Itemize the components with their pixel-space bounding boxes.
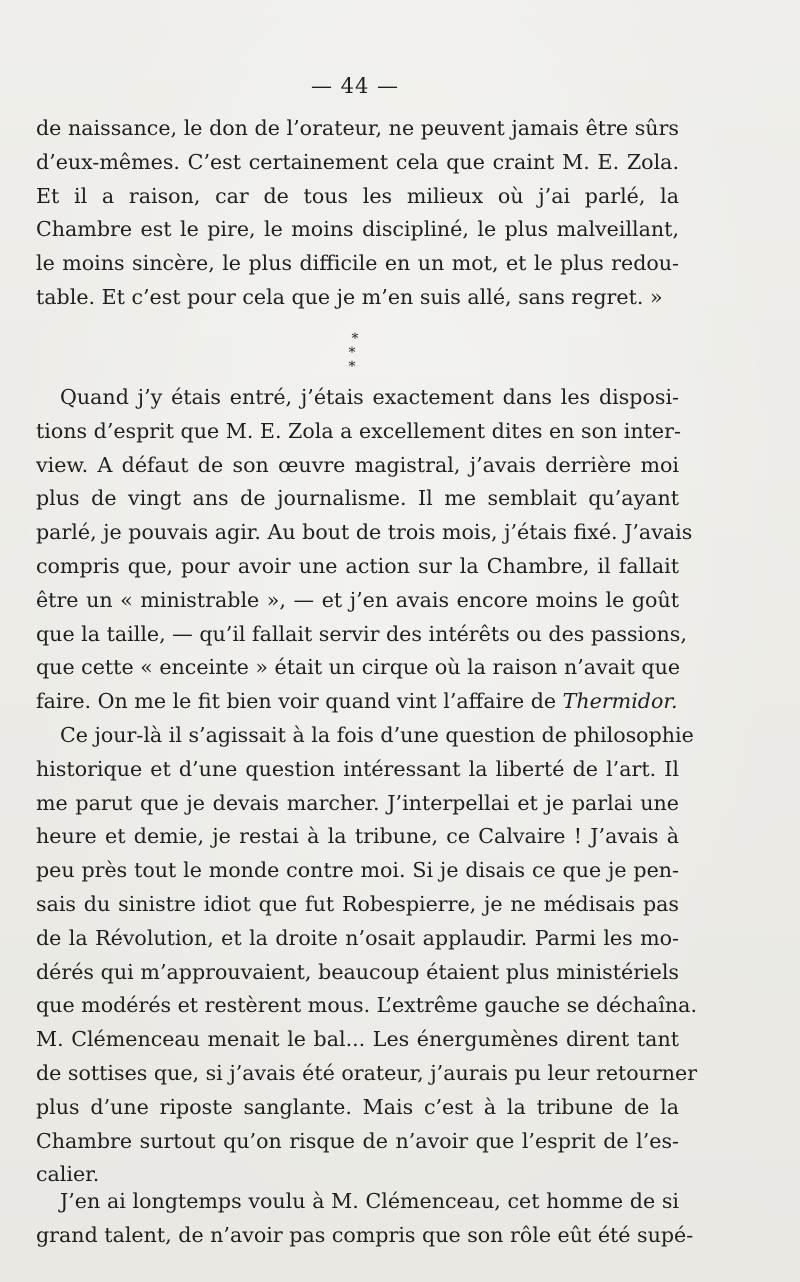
text-line: grand talent, de n’avoir pas compris que son rôle eût été supé- [36,1222,694,1247]
italic-title: Thermidor. [562,689,678,714]
text-line: parlé, je pouvais agir. Au bout de trois mois, j’étais fixé. J’avais [36,520,693,545]
text-line: faire. On me le fit bien voir quand vint l’affaire de [36,689,563,714]
text-line: Et il a raison, car de tous les milieux où j’ai parlé, la [36,183,679,208]
text-line: tions d’esprit que M. E. Zola a excellement dites en son inter- [36,418,681,443]
text-line: plus de vingt ans de journalisme. Il me semblait qu’ayant [36,486,679,511]
text-line: Quand j’y étais entré, j’étais exactement dans les disposi- [60,385,679,409]
asterism-top: * [351,331,359,347]
paragraph-continuation [36,112,679,315]
text-line: de sottises que, si j’avais été orateur, j’aurais pu leur retourner [36,1060,698,1085]
asterism-separator [340,331,370,375]
text-line: view. A défaut de son œuvre magistral, j’avais derrière moi [36,452,679,477]
text-line: être un « ministrable », — et j’en avais encore moins le goût [36,587,679,612]
text-line: peu près tout le monde contre moi. Si je disais ce que je pen- [36,858,679,883]
text-line: Chambre est le pire, le moins discipliné, le plus malveillant, [36,217,679,242]
text-line: historique et d’une question intéressant la liberté de l’art. Il [36,756,679,781]
text-line: plus d’une riposte sanglante. Mais c’est à la tribune de la [36,1094,679,1119]
text-line: que modérés et restèrent mous. L’extrême gauche se déchaîna. [36,993,697,1018]
text-line-with-italic [36,685,679,719]
text-line: compris que, pour avoir une action sur la Chambre, il fallait [36,553,679,578]
text-line: Chambre surtout qu’on risque de n’avoir que l’esprit de l’es- [36,1128,679,1153]
final-paragraph [36,1185,694,1253]
asterism-bottom: * * [348,345,362,375]
text-line: table. Et c’est pour cela que je m’en suis allé, sans regret. » [36,284,663,309]
page-number: — 44 — [310,74,400,98]
text-line: le moins sincère, le plus difficile en un mot, et le plus redou- [36,251,679,276]
text-line: me parut que je devais marcher. J’interpellai et je parlai une [36,790,679,815]
text-line: que cette « enceinte » était un cirque où la raison n’avait que [36,655,681,680]
text-line: que la taille, — qu’il fallait servir des intérêts ou des passions, [36,621,687,646]
text-line: heure et demie, je restai à la tribune, ce Calvaire ! J’avais à [36,824,679,849]
text-line: d’eux-mêmes. C’est certainement cela que craint M. E. Zola. [36,149,679,174]
text-line: de la Révolution, et la droite n’osait applaudir. Parmi les mo- [36,925,679,950]
text-line: J’en ai longtemps voulu à M. Clémenceau, cet homme de si [60,1189,679,1213]
text-line: M. Clémenceau menait le bal... Les énergumènes dirent tant [36,1027,679,1052]
text-line: dérés qui m’approuvaient, beaucoup étaient plus ministériels [36,959,679,984]
text-line: Ce jour-là il s’agissait à la fois d’une question de philosophie [60,722,694,747]
body-paragraphs [36,381,698,1192]
text-line: calier. [36,1162,100,1187]
text-line: de naissance, le don de l’orateur, ne peuvent jamais être sûrs [36,116,679,140]
text-line: sais du sinistre idiot que fut Robespierre, je ne médisais pas [36,891,679,916]
